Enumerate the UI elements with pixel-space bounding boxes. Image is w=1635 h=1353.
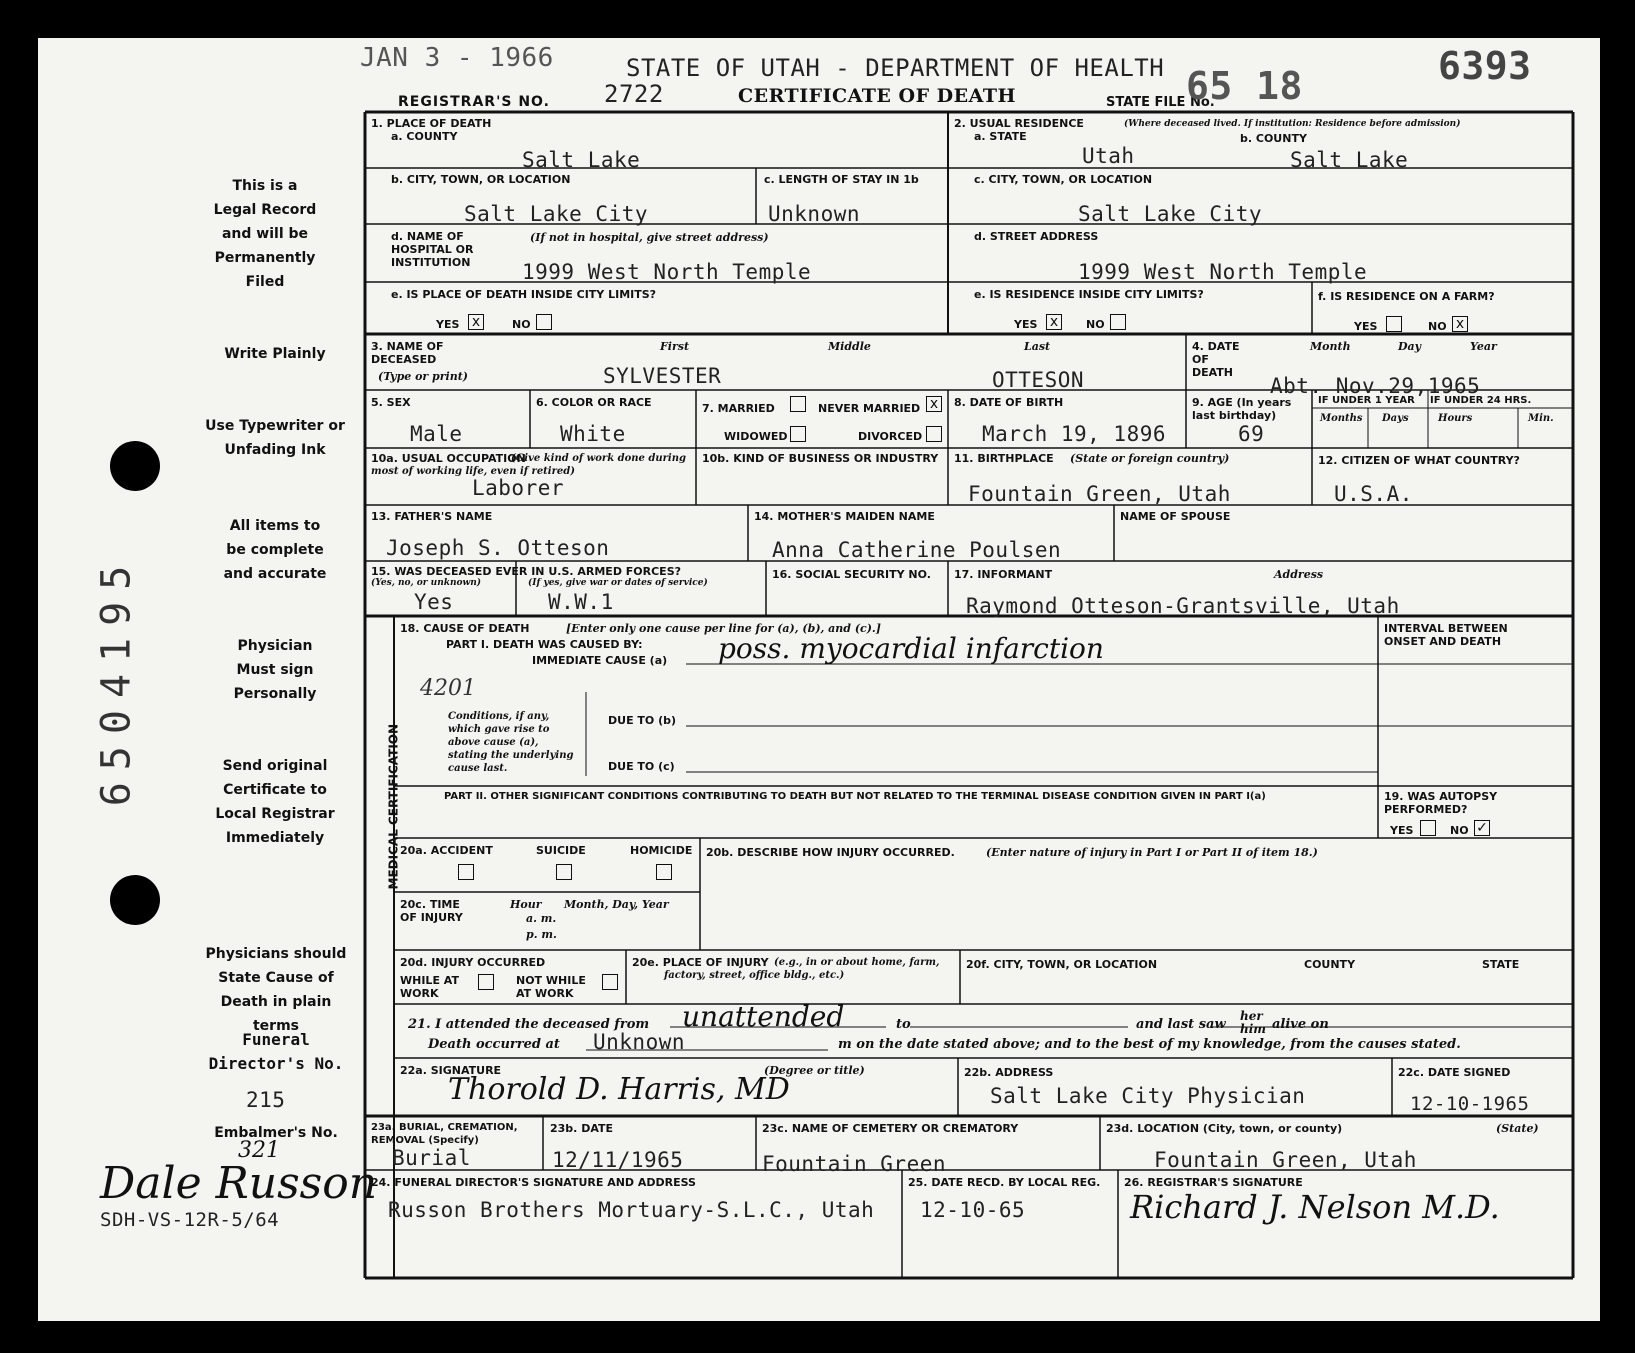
last-label: Last	[1024, 340, 1051, 353]
death-county: Salt Lake	[522, 148, 641, 172]
never-married-checkbox[interactable]: x	[926, 396, 942, 412]
date-of-death: Abt. Nov.29,1965	[1270, 374, 1481, 398]
res-street-label: d. STREET ADDRESS	[974, 230, 1099, 243]
not-while-at-work-checkbox[interactable]	[602, 974, 618, 990]
degree-label: (Degree or title)	[764, 1064, 865, 1077]
immediate-cause-label: IMMEDIATE CAUSE (a)	[532, 654, 668, 667]
suicide-label: SUICIDE	[536, 844, 586, 857]
res-city: Salt Lake City	[1078, 202, 1263, 226]
mother-label: 14. MOTHER'S MAIDEN NAME	[754, 510, 935, 523]
ssn-label: 16. SOCIAL SECURITY NO.	[772, 568, 931, 581]
cemetery-label: 23c. NAME OF CEMETERY OR CREMATORY	[762, 1122, 1019, 1135]
deceased-last-name: OTTESON	[992, 368, 1085, 392]
armed-forces-label: 15. WAS DECEASED EVER IN U.S. ARMED FORCES?	[371, 565, 682, 578]
citizen-value: U.S.A.	[1334, 482, 1413, 506]
father-name: Joseph S. Otteson	[386, 536, 610, 560]
death-city: Salt Lake City	[464, 202, 649, 226]
widowed-checkbox[interactable]	[790, 426, 806, 442]
physician-address-label: 22b. ADDRESS	[964, 1066, 1054, 1079]
under-24-hrs-label: IF UNDER 24 HRS.	[1430, 395, 1532, 406]
cause-code: 4201	[420, 676, 476, 701]
burial-date: 12/11/1965	[552, 1148, 684, 1172]
occurred-at-label: Death occurred at	[428, 1037, 560, 1052]
married-label: 7. MARRIED	[702, 402, 775, 415]
res-no-label: NO	[1086, 318, 1105, 331]
never-married-label: NEVER MARRIED	[818, 402, 921, 415]
citizen-label: 12. CITIZEN OF WHAT COUNTRY?	[1318, 454, 1520, 467]
sidebar-physician-sign: Physician Must sign Personally	[233, 638, 317, 702]
injury-occurred-label: 20d. INJURY OCCURRED	[400, 956, 546, 969]
hospital-note: (If not in hospital, give street address)	[530, 231, 769, 244]
conditions-note: Conditions, if any, which gave rise to above cause (a), stating the underlying cause last.	[448, 711, 574, 774]
res-yes-label: YES	[1014, 318, 1038, 331]
sidebar-send-original: Send original Certificate to Local Registrar Immediately	[215, 758, 335, 846]
part1-label: PART I. DEATH WAS CAUSED BY:	[446, 638, 643, 651]
interval-label: INTERVAL BETWEEN ONSET AND DEATH	[1384, 622, 1508, 648]
informant-label: 17. INFORMANT	[954, 568, 1053, 581]
agency-title: STATE OF UTAH - DEPARTMENT OF HEALTH	[626, 54, 1165, 82]
funeral-director-label: 24. FUNERAL DIRECTOR'S SIGNATURE AND ADDRESS	[371, 1176, 696, 1189]
sidebar-complete: All items to be complete and accurate	[223, 518, 327, 582]
res-state-label: a. STATE	[974, 130, 1027, 143]
injury-county-label: COUNTY	[1304, 958, 1356, 971]
widowed-label: WIDOWED	[724, 430, 788, 443]
res-street: 1999 West North Temple	[1078, 260, 1368, 284]
occupation-value: Laborer	[472, 476, 565, 500]
occurred-at-value: Unknown	[593, 1030, 686, 1054]
part2-label: PART II. OTHER SIGNIFICANT CONDITIONS CONTRIBUTING TO DEATH BUT NOT RELATED TO THE TERMINAL DISEASE CONDITION GIVEN IN PART I(a)	[444, 791, 1266, 802]
physician-address: Salt Lake City Physician	[990, 1084, 1306, 1108]
res-inside-yes-checkbox[interactable]: x	[1046, 314, 1062, 330]
not-while-at-work-label: NOT WHILE AT WORK	[516, 974, 586, 1000]
accident-checkbox[interactable]	[458, 864, 474, 880]
birthplace-value: Fountain Green, Utah	[968, 482, 1231, 506]
days-label: Days	[1382, 413, 1409, 424]
date-received-label: 25. DATE RECD. BY LOCAL REG.	[908, 1176, 1101, 1189]
inside-city-no-checkbox[interactable]	[536, 314, 552, 330]
farm-no-checkbox[interactable]: x	[1452, 316, 1468, 332]
while-at-work-checkbox[interactable]	[478, 974, 494, 990]
inside-city-yes-checkbox[interactable]: x	[468, 314, 484, 330]
form-number: SDH-VS-12R-5/64	[100, 1209, 280, 1231]
armed-forces-value: Yes	[414, 590, 454, 614]
date-signed: 12-10-1965	[1410, 1093, 1530, 1115]
date-received: 12-10-65	[920, 1198, 1026, 1222]
funeral-director-signature: Dale Russon	[100, 1158, 378, 1209]
alive-on-label: alive on	[1272, 1017, 1329, 1032]
middle-label: Middle	[828, 340, 871, 353]
length-of-stay-label: c. LENGTH OF STAY IN 1b	[764, 173, 919, 186]
certificate-title: CERTIFICATE OF DEATH	[738, 85, 1016, 107]
month-label: Month	[1310, 340, 1351, 353]
her-him-label: her him	[1240, 1009, 1266, 1036]
cemetery-value: Fountain Green	[762, 1152, 947, 1176]
res-city-label: c. CITY, TOWN, OR LOCATION	[974, 173, 1153, 186]
injury-city-label: 20f. CITY, TOWN, OR LOCATION	[966, 958, 1158, 971]
autopsy-yes-checkbox[interactable]	[1420, 820, 1436, 836]
suicide-checkbox[interactable]	[556, 864, 572, 880]
age-value: 69	[1238, 422, 1265, 446]
injury-how-label: 20b. DESCRIBE HOW INJURY OCCURRED.	[706, 846, 955, 859]
cause-of-death-note: [Enter only one cause per line for (a), (b), and (c).]	[566, 622, 881, 635]
physician-signature: Thorold D. Harris, MD	[448, 1072, 790, 1107]
res-inside-no-checkbox[interactable]	[1110, 314, 1126, 330]
farm-yes-label: YES	[1354, 320, 1378, 333]
sex-label: 5. SEX	[371, 396, 411, 409]
race-value: White	[560, 422, 626, 446]
county-label: a. COUNTY	[391, 130, 458, 143]
res-county-label: b. COUNTY	[1240, 132, 1307, 145]
to-label: to	[896, 1017, 911, 1032]
race-label: 6. COLOR OR RACE	[536, 396, 652, 409]
registrar-signature: Richard J. Nelson M.D.	[1130, 1188, 1500, 1226]
farm-no-label: NO	[1428, 320, 1447, 333]
hours-label: Hours	[1438, 413, 1473, 424]
occupation-label: 10a. USUAL OCCUPATION	[371, 452, 526, 465]
pm-label: p. m.	[526, 928, 557, 941]
spouse-label: NAME OF SPOUSE	[1120, 510, 1231, 523]
date-signed-label: 22c. DATE SIGNED	[1398, 1066, 1511, 1079]
location-state-label: (State)	[1496, 1122, 1539, 1135]
last-saw-label: and last saw	[1136, 1017, 1226, 1032]
divorced-checkbox[interactable]	[926, 426, 942, 442]
homicide-label: HOMICIDE	[630, 844, 693, 857]
autopsy-no-checkbox[interactable]: ✓	[1474, 820, 1490, 836]
embalmer-no-label: Embalmer's No.	[214, 1125, 338, 1141]
hour-label: Hour	[510, 898, 542, 911]
informant-address-label: Address	[1274, 568, 1324, 581]
first-label: First	[660, 340, 690, 353]
state-file-no: 65 18	[1186, 64, 1303, 108]
mother-name: Anna Catherine Poulsen	[772, 538, 1062, 562]
informant-value: Raymond Otteson-Grantsville, Utah	[966, 594, 1400, 618]
m-on-label: m on the date stated above; and to the best of my knowledge, from the causes stated.	[838, 1037, 1461, 1052]
deceased-name-note: (Type or print)	[378, 370, 469, 383]
res-state: Utah	[1082, 144, 1135, 168]
date-of-death-label: 4. DATE OF DEATH	[1192, 340, 1240, 379]
disposition-value: Burial	[392, 1146, 471, 1170]
armed-forces-note: (Yes, no, or unknown)	[371, 578, 482, 588]
sidebar-write-plainly: Write Plainly	[224, 346, 326, 362]
vertical-serial-number: 6504195	[93, 553, 140, 807]
registrar-signature-label: 26. REGISTRAR'S SIGNATURE	[1124, 1176, 1303, 1189]
business-label: 10b. KIND OF BUSINESS OR INDUSTRY	[702, 452, 939, 465]
place-of-injury-note: (e.g., in or about home, farm, factory, street, office bldg., etc.)	[664, 957, 940, 981]
disposition-label: 23a. BURIAL, CREMATION, REMOVAL (Specify)	[371, 1122, 518, 1146]
medical-certification-label: MEDICAL CERTIFICATION	[386, 723, 401, 890]
res-county: Salt Lake	[1290, 148, 1409, 172]
while-at-work-label: WHILE AT WORK	[400, 974, 459, 1000]
age-label: 9. AGE (In years last birthday)	[1192, 396, 1292, 422]
embalmer-no: 321	[238, 1138, 280, 1163]
length-of-stay: Unknown	[768, 202, 861, 226]
time-of-injury-label: 20c. TIME OF INJURY	[400, 898, 463, 924]
am-label: a. m.	[526, 912, 557, 925]
under-1-year-label: IF UNDER 1 YEAR	[1318, 395, 1415, 406]
inside-city-label: e. IS PLACE OF DEATH INSIDE CITY LIMITS?	[391, 288, 657, 301]
state-file-label: STATE FILE No.	[1106, 95, 1215, 110]
hospital-label: d. NAME OF HOSPITAL OR INSTITUTION	[391, 230, 474, 269]
accident-label: 20a. ACCIDENT	[400, 844, 493, 857]
homicide-checkbox[interactable]	[656, 864, 672, 880]
immediate-cause: poss. myocardial infarction	[718, 632, 1104, 665]
signature-label: 22a. SIGNATURE	[400, 1064, 502, 1077]
injury-state-label: STATE	[1482, 958, 1520, 971]
day-label: Day	[1398, 340, 1422, 353]
funeral-director-no-label: Funeral Director's No.	[208, 1030, 344, 1073]
occupation-note: (Give kind of work done during most of working life, even if retired)	[371, 453, 686, 477]
injury-how-note: (Enter nature of injury in Part I or Part II of item 18.)	[986, 846, 1318, 859]
birthplace-note: (State or foreign country)	[1070, 452, 1230, 465]
stamp-number: 6393	[1438, 44, 1532, 88]
place-of-death-label: 1. PLACE OF DEATH	[371, 117, 492, 130]
father-label: 13. FATHER'S NAME	[371, 510, 493, 523]
sidebar-typewriter: Use Typewriter or Unfading Ink	[205, 418, 345, 458]
year-label: Year	[1470, 340, 1497, 353]
war-value: W.W.1	[548, 590, 614, 614]
cause-of-death-label: 18. CAUSE OF DEATH	[400, 622, 530, 635]
farm-label: f. IS RESIDENCE ON A FARM?	[1318, 290, 1495, 303]
farm-yes-checkbox[interactable]	[1386, 316, 1402, 332]
res-inside-label: e. IS RESIDENCE INSIDE CITY LIMITS?	[974, 288, 1204, 301]
due-to-b-label: DUE TO (b)	[608, 714, 677, 727]
no-label: NO	[512, 318, 531, 331]
autopsy-yes-label: YES	[1390, 824, 1414, 837]
divorced-label: DIVORCED	[858, 430, 923, 443]
attended-label: 21. I attended the deceased from	[408, 1017, 650, 1032]
sidebar-legal-record: This is a Legal Record and will be Permanently Filed	[213, 178, 317, 290]
yes-label: YES	[436, 318, 460, 331]
registrar-no: 2722	[604, 80, 664, 108]
birthplace-label: 11. BIRTHPLACE	[954, 452, 1054, 465]
hospital-name: 1999 West North Temple	[522, 260, 812, 284]
autopsy-label: 19. WAS AUTOPSY PERFORMED?	[1384, 790, 1498, 816]
deceased-name-label: 3. NAME OF DECEASED	[371, 340, 444, 366]
due-to-c-label: DUE TO (c)	[608, 760, 675, 773]
funeral-director-address: Russon Brothers Mortuary-S.L.C., Utah	[388, 1198, 875, 1222]
birth-date-label: 8. DATE OF BIRTH	[954, 396, 1064, 409]
date-stamp: JAN 3 - 1966	[360, 43, 554, 73]
location-label: 23d. LOCATION (City, town, or county)	[1106, 1122, 1343, 1135]
min-label: Min.	[1528, 413, 1554, 424]
funeral-director-no: 215	[246, 1088, 286, 1112]
city-label: b. CITY, TOWN, OR LOCATION	[391, 173, 571, 186]
birth-date: March 19, 1896	[982, 422, 1167, 446]
certificate-paper	[38, 38, 1600, 1321]
residence-label: 2. USUAL RESIDENCE	[954, 117, 1084, 130]
autopsy-no-label: NO	[1450, 824, 1469, 837]
attended-value: unattended	[682, 1000, 845, 1033]
months-label: Months	[1320, 413, 1363, 424]
sidebar-cause-terms: Physicians should State Cause of Death in plain terms	[205, 946, 347, 1034]
burial-date-label: 23b. DATE	[550, 1122, 613, 1135]
war-note: (If yes, give war or dates of service)	[528, 578, 708, 588]
married-checkbox[interactable]	[790, 396, 806, 412]
registrar-no-label: REGISTRAR'S NO.	[398, 94, 550, 110]
location-value: Fountain Green, Utah	[1154, 1148, 1417, 1172]
residence-note: (Where deceased lived. If institution: Residence before admission)	[1124, 119, 1461, 129]
month-day-year-label: Month, Day, Year	[564, 898, 669, 911]
place-of-injury-label: 20e. PLACE OF INJURY	[632, 956, 769, 969]
sex-value: Male	[410, 422, 463, 446]
deceased-first-name: SYLVESTER	[603, 364, 722, 388]
